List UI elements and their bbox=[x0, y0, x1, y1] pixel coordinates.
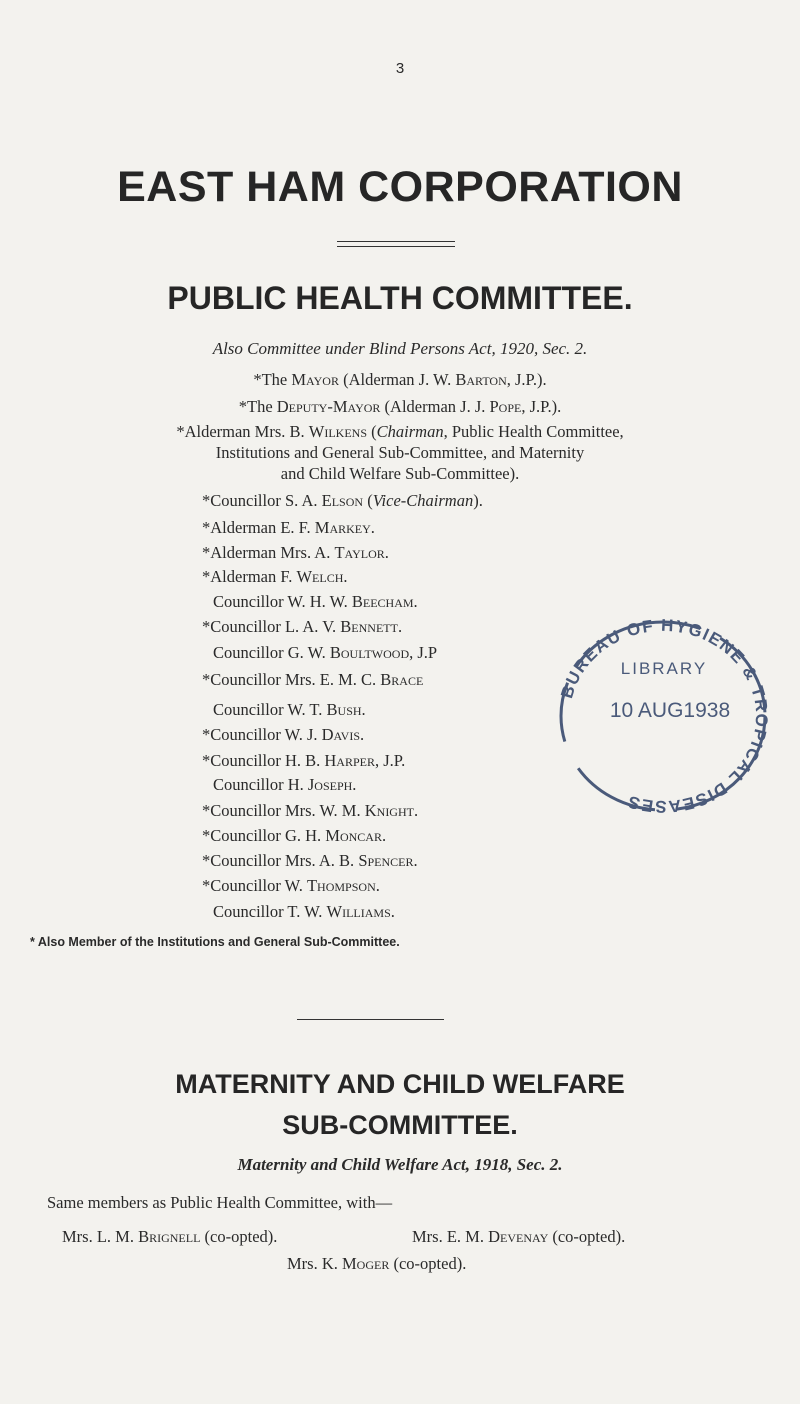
page-title: EAST HAM CORPORATION bbox=[117, 163, 683, 211]
member-line: *Alderman Mrs. A. Taylor. bbox=[202, 543, 389, 562]
member-line: Councillor W. T. Bush. bbox=[213, 700, 366, 719]
deputy-mayor-line: *The Deputy-Mayor (Alderman J. J. Pope, J.P.). bbox=[238, 397, 562, 416]
page-number: 3 bbox=[395, 60, 405, 77]
maternity-heading-line2: SUB-COMMITTEE. bbox=[282, 1110, 518, 1140]
member-line: *Alderman E. F. Markey. bbox=[202, 518, 375, 537]
stamp-date: 10 AUG1938 bbox=[609, 699, 731, 722]
member-line: *Councillor W. Thompson. bbox=[202, 876, 380, 895]
committee-act-note: Also Committee under Blind Persons Act, 1920, Sec. 2. bbox=[212, 339, 588, 358]
maternity-intro: Same members as Public Health Committee, with— bbox=[47, 1193, 393, 1212]
member-line: *Councillor Mrs. A. B. Spencer. bbox=[202, 851, 418, 870]
footnote: * Also Member of the Institutions and General Sub-Committee. bbox=[30, 935, 400, 949]
coopted-member: Mrs. L. M. Brignell (co-opted). bbox=[62, 1227, 278, 1246]
maternity-heading-line1: MATERNITY AND CHILD WELFARE bbox=[175, 1069, 625, 1099]
member-line: *Alderman F. Welch. bbox=[202, 567, 348, 586]
chairman-line-2: Institutions and General Sub-Committee, and Maternity bbox=[215, 443, 585, 462]
member-line: Councillor H. Joseph. bbox=[213, 775, 357, 794]
member-line: *Councillor Mrs. W. M. Knight. bbox=[202, 801, 419, 820]
chairman-line-3: and Child Welfare Sub-Committee). bbox=[280, 464, 520, 483]
chairman-line: *Alderman Mrs. B. Wilkens (Chairman, Public Health Committee, bbox=[176, 422, 624, 441]
vice-chairman-line: *Councillor S. A. Elson (Vice-Chairman). bbox=[202, 491, 483, 510]
member-line: Councillor W. H. W. Beecham. bbox=[213, 592, 418, 611]
stamp-library-text: LIBRARY bbox=[620, 659, 708, 678]
title-rule-top bbox=[337, 241, 455, 242]
member-line: *Councillor H. B. Harper, J.P. bbox=[202, 751, 406, 770]
member-line: *Councillor G. H. Moncar. bbox=[202, 826, 387, 845]
coopted-member: Mrs. K. Moger (co-opted). bbox=[287, 1254, 467, 1273]
section-divider bbox=[297, 1019, 444, 1020]
member-line: Councillor T. W. Williams. bbox=[213, 902, 395, 921]
member-line: *Councillor L. A. V. Bennett. bbox=[202, 617, 403, 636]
member-line: Councillor G. W. Boultwood, J.P bbox=[213, 643, 438, 662]
maternity-act-note: Maternity and Child Welfare Act, 1918, Sec. 2. bbox=[237, 1155, 563, 1174]
title-rule-bottom bbox=[337, 246, 455, 247]
stamp-ring-text: BUREAU OF HYGIENE & TROPICAL DISEASES bbox=[557, 615, 772, 817]
coopted-member: Mrs. E. M. Devenay (co-opted). bbox=[412, 1227, 626, 1246]
member-line: *Councillor W. J. Davis. bbox=[202, 725, 365, 744]
committee-heading: PUBLIC HEALTH COMMITTEE. bbox=[167, 280, 633, 316]
mayor-line: *The Mayor (Alderman J. W. Barton, J.P.). bbox=[253, 370, 547, 389]
library-stamp bbox=[548, 604, 778, 824]
member-line: *Councillor Mrs. E. M. C. Brace bbox=[202, 670, 424, 689]
